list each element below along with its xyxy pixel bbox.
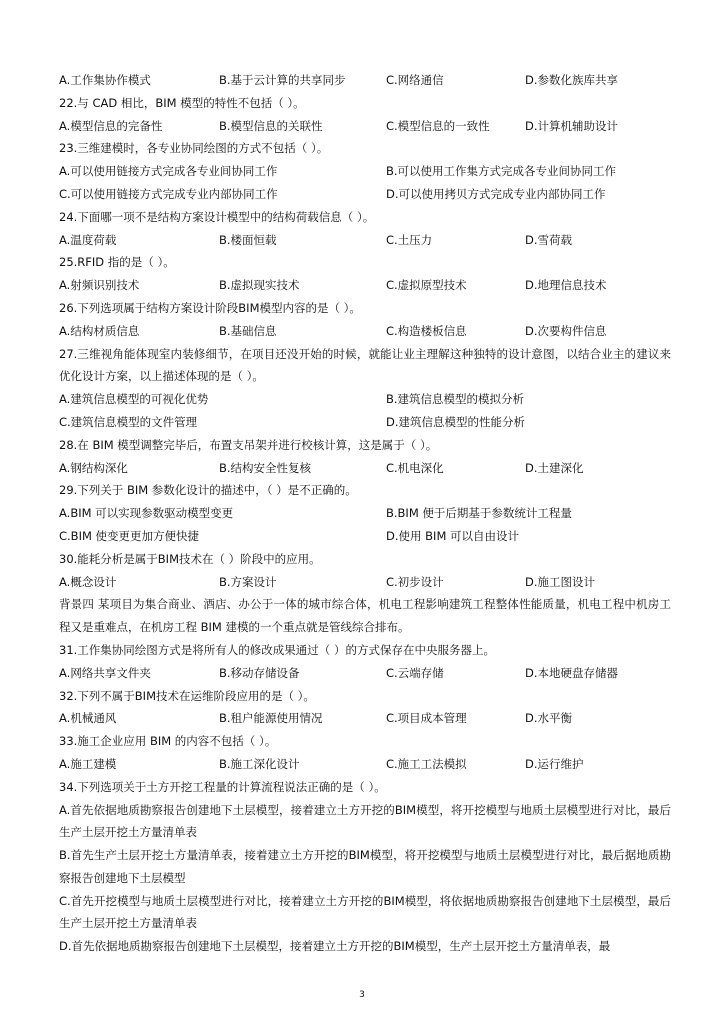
options-row: [59, 502, 679, 525]
paragraph: A.首先依据地质勘察报告创建地下土层模型，接着建立土方开挖的BIM模型，将开挖模型与地质土层模型进行对比，最后生产土层开挖土方量清单表: [59, 802, 671, 840]
answer-option: A.钢结构深化: [59, 460, 128, 475]
question-stem: 29.下列关于 BIM 参数化设计的描述中，（ ）是不正确的。: [59, 483, 357, 498]
options-row: [59, 457, 679, 480]
answer-option: B.移动存储设备: [219, 665, 300, 680]
question-list: [59, 69, 679, 958]
answer-option: B.虚拟现实技术: [219, 278, 300, 293]
question-stem: 31.工作集协同绘图方式是将所有人的修改成果通过（ ）的方式保存在中央服务器上。: [59, 642, 495, 657]
options-row: [59, 411, 679, 434]
question-stem: 23.三维建模时，各专业协同绘图的方式不包括（ ）。: [59, 141, 329, 156]
answer-option: D.土建深化: [525, 460, 584, 475]
answer-option: C.云端存储: [386, 665, 444, 680]
answer-option: C.模型信息的一致性: [386, 118, 490, 133]
answer-option: D.雪荷载: [525, 232, 573, 247]
options-row: [59, 388, 679, 411]
question-stem: 24.下面哪一项不是结构方案设计模型中的结构荷载信息（ ）。: [59, 209, 375, 224]
answer-option: A.BIM 可以实现参数驱动模型变更: [59, 506, 234, 521]
answer-option: B.基于云计算的共享同步: [219, 73, 346, 87]
answer-option: B.模型信息的关联性: [219, 118, 323, 133]
answer-option: D.计算机辅助设计: [525, 118, 619, 133]
answer-option: A.可以使用链接方式完成各专业间协同工作: [59, 164, 278, 179]
answer-option: C.施工工法模拟: [386, 756, 467, 771]
answer-option: C.项目成本管理: [386, 711, 467, 726]
paragraph: 27.三维视角能体现室内装修细节，在项目还没开始的时候，就能让业主理解这种独特的设计意图，以结合业主的建议来优化设计方案，以上描述体现的是（ ）。: [59, 346, 671, 384]
question-stem: 22.与 CAD 相比，BIM 模型的特性不包括（ ）。: [59, 95, 305, 110]
answer-option: C.初步设计: [386, 574, 444, 589]
options-row: [59, 274, 679, 297]
answer-option: B.施工深化设计: [219, 756, 300, 771]
answer-option: A.概念设计: [59, 574, 117, 589]
answer-option: B.BIM 便于后期基于参数统计工程量: [386, 506, 572, 521]
answer-option: B.方案设计: [219, 574, 277, 589]
question-stem: 25.RFID 指的是（ ）。: [59, 255, 175, 270]
question-stem: 32.下列不属于BIM技术在运维阶段应用的是（ ）。: [59, 688, 315, 703]
answer-option: C.网络通信: [386, 73, 444, 87]
answer-option: D.水平衡: [525, 711, 573, 726]
question-stem: 26.下列选项属于结构方案设计阶段BIM模型内容的是（ ）。: [59, 300, 361, 315]
options-row: [59, 707, 679, 730]
options-row: [59, 69, 679, 92]
options-row: [59, 525, 679, 548]
question-stem: 30.能耗分析是属于BIM技术在（ ）阶段中的应用。: [59, 551, 321, 566]
options-row: [59, 320, 679, 343]
options-row: [59, 115, 679, 138]
options-row: [59, 229, 679, 252]
answer-option: B.可以使用工作集方式完成各专业间协同工作: [386, 164, 617, 179]
answer-option: C.机电深化: [386, 460, 444, 475]
answer-option: D.使用 BIM 可以自由设计: [386, 528, 520, 543]
answer-option: D.施工图设计: [525, 574, 596, 589]
answer-option: A.建筑信息模型的可视化优势: [59, 392, 209, 407]
options-row: [59, 183, 679, 206]
answer-option: A.结构材质信息: [59, 323, 140, 338]
answer-option: C.虚拟原型技术: [386, 278, 467, 293]
answer-option: A.机械通风: [59, 711, 117, 726]
answer-option: A.施工建模: [59, 756, 117, 771]
answer-option: D.建筑信息模型的性能分析: [386, 414, 526, 429]
answer-option: B.基础信息: [219, 323, 277, 338]
options-row: [59, 662, 679, 685]
answer-option: C.可以使用链接方式完成专业内部协同工作: [59, 186, 278, 201]
answer-option: B.建筑信息模型的模拟分析: [386, 392, 525, 407]
answer-option: C.构造楼板信息: [386, 323, 467, 338]
options-row: [59, 571, 679, 594]
paragraph: 背景四 某项目为集合商业、酒店、办公于一体的城市综合体，机电工程影响建筑工程整体性能质量，机电工程中机房工程又是重难点，在机房工程 BIM 建模的一个重点就是管线综合排布。: [59, 597, 671, 635]
question-stem: 33.施工企业应用 BIM 的内容不包括（ ）。: [59, 734, 277, 749]
answer-option: A.网络共享文件夹: [59, 665, 151, 680]
options-row: [59, 160, 679, 183]
answer-option: B.结构安全性复核: [219, 460, 312, 475]
answer-option: A.模型信息的完备性: [59, 118, 163, 133]
answer-option: A.工作集协作模式: [59, 73, 151, 87]
question-stem: 28.在 BIM 模型调整完毕后，布置支吊架并进行校核计算，这是属于（ ）。: [59, 437, 438, 452]
answer-option: A.温度荷载: [59, 232, 117, 247]
answer-option: C.BIM 使变更更加方便快捷: [59, 528, 200, 543]
answer-option: C.建筑信息模型的文件管理: [59, 414, 198, 429]
paragraph: B.首先生产土层开挖土方量清单表，接着建立土方开挖的BIM模型，将开挖模型与地质土层模型进行对比，最后据地质勘察报告创建地下土层模型: [59, 848, 671, 885]
answer-option: D.次要构件信息: [525, 323, 607, 338]
answer-option: D.地理信息技术: [525, 278, 607, 293]
paragraph: C.首先开挖模型与地质土层模型进行对比，接着建立土方开挖的BIM模型，将依据地质勘察报告创建地下土层模型，最后生产土层开挖土方量清单表: [59, 893, 671, 931]
answer-option: B.租户能源使用情况: [219, 711, 323, 726]
page-number: 3: [359, 990, 365, 1000]
paragraph: D.首先依据地质勘察报告创建地下土层模型，接着建立土方开挖的BIM模型，生产土层开挖土方量清单表，最: [59, 939, 611, 954]
answer-option: D.参数化族库共享: [525, 73, 619, 87]
answer-option: C.土压力: [386, 232, 433, 247]
answer-option: D.本地硬盘存储器: [525, 665, 619, 680]
answer-option: B.楼面恒载: [219, 232, 277, 247]
answer-option: D.可以使用拷贝方式完成专业内部协同工作: [386, 186, 606, 201]
answer-option: D.运行维护: [525, 756, 584, 771]
options-row: [59, 753, 679, 776]
answer-option: A.射频识别技术: [59, 278, 140, 293]
question-stem: 34.下列选项关于土方开挖工程量的计算流程说法正确的是（ ）。: [59, 779, 386, 794]
